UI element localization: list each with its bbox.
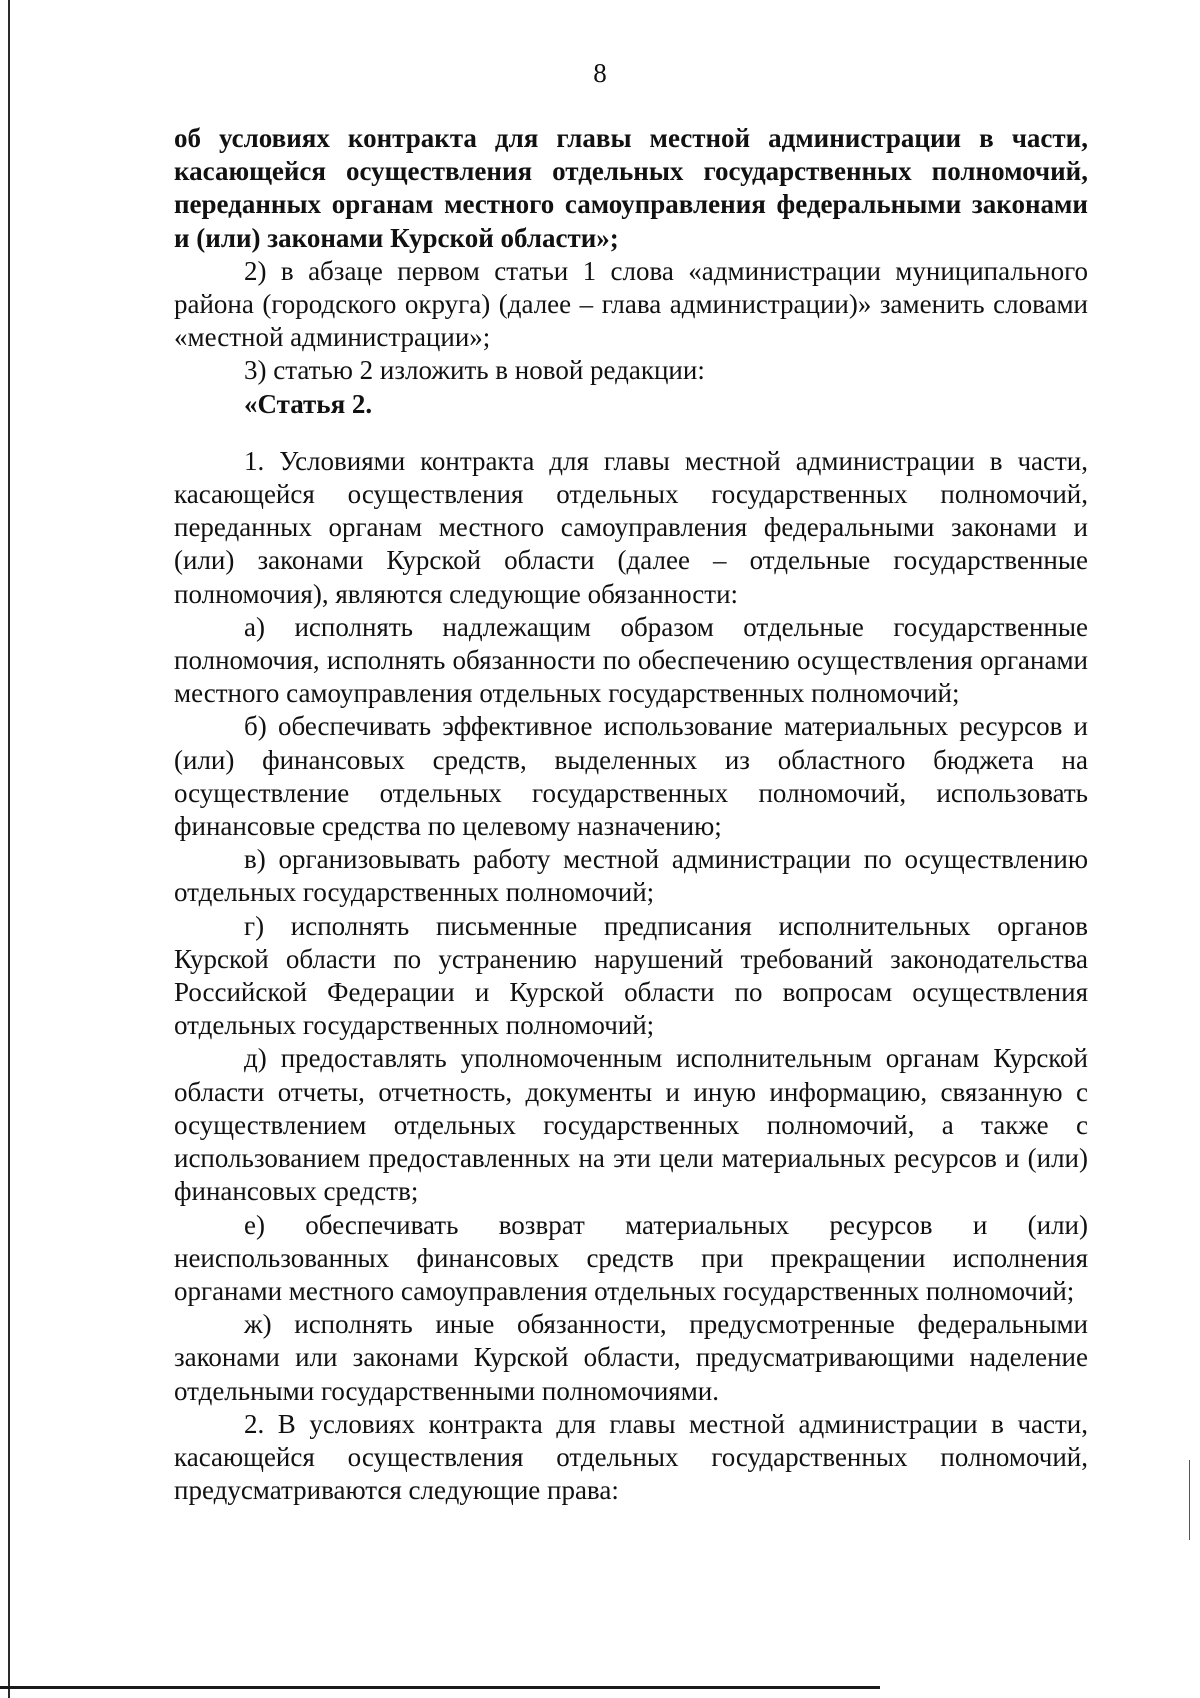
amendment-item-3: 3) статью 2 изложить в новой редакции:	[244, 355, 705, 386]
subclause-g: г) исполнять письменные предписания исполнительных органов Курской области по устранению нарушений требований законодательства Российской Федерации и Курской области по вопросам осуществления отдельных государственных полномочий;	[174, 910, 1088, 1041]
subclause-e: е) обеспечивать возврат материальных ресурсов и (или) неиспользованных финансовых средств при прекращении исполнения органами местного самоуправления отдельных государственных полномочий;	[174, 1209, 1088, 1306]
bold-intro-paragraph: об условиях контракта для главы местной администрации в части, касающейся осуществления отдельных государственных полномочий, переданных органам местного самоуправления федеральными законами и (или) законами Курской области»;	[174, 123, 1088, 253]
article-heading: «Статья 2.	[244, 388, 373, 419]
scan-edge-left	[8, 0, 10, 1698]
subclause-d: д) предоставлять уполномоченным исполнительным органам Курской области отчеты, отчетность, документы и иную информацию, связанную с осуществлением отдельных государственных полномочий, а также с использованием предоставленных на эти цели материальных ресурсов и (или) финансовых средств;	[174, 1043, 1088, 1207]
subclause-v: в) организовывать работу местной администрации по осуществлению отдельных государственных полномочий;	[174, 844, 1088, 908]
subclause-zh: ж) исполнять иные обязанности, предусмотренные федеральными законами или законами Курской области, предусматривающими наделение отдельными государственными полномочиями.	[174, 1309, 1088, 1406]
clause-1: 1. Условиями контракта для главы местной администрации в части, касающейся осуществления отдельных государственных полномочий, переданных органам местного самоуправления федеральными законами и (или) законами Курской области (далее – отдельные государственные полномочия), являются следующие обязанности:	[174, 445, 1088, 609]
scan-edge-bottom	[0, 1686, 880, 1689]
document-body	[174, 122, 1088, 1507]
paragraph-gap	[174, 421, 1088, 445]
subclause-a: а) исполнять надлежащим образом отдельные государственные полномочия, исполнять обязанности по обеспечению осуществления органами местного самоуправления отдельных государственных полномочий;	[174, 611, 1088, 709]
amendment-item-2: 2) в абзаце первом статьи 1 слова «администрации муниципального района (городского округа) (далее – глава администрации)» заменить словами «местной администрации»;	[174, 255, 1088, 353]
subclause-b: б) обеспечивать эффективное использование материальных ресурсов и (или) финансовых средств, выделенных из областного бюджета на осуществление отдельных государственных полномочий, использовать финансовые средства по целевому назначению;	[174, 711, 1088, 842]
scan-edge-right	[1189, 1460, 1190, 1540]
clause-2: 2. В условиях контракта для главы местной администрации в части, касающейся осуществления отдельных государственных полномочий, предусматриваются следующие права:	[174, 1408, 1088, 1506]
page-number: 8	[593, 58, 607, 88]
